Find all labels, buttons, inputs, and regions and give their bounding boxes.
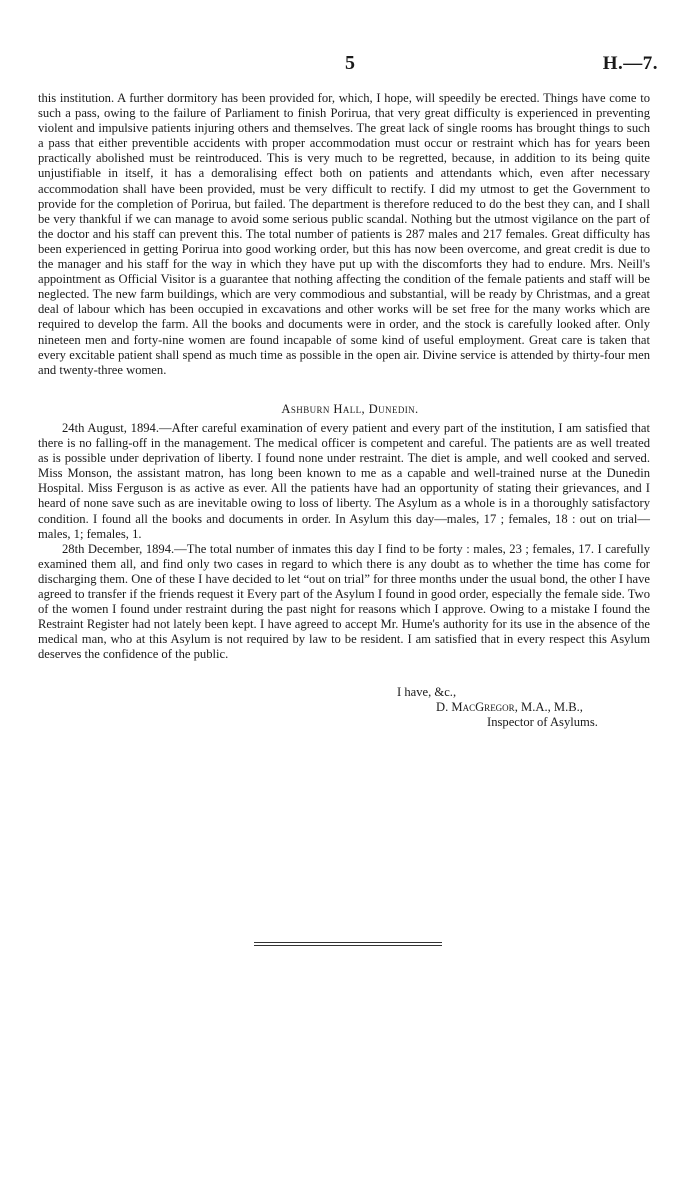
signatory-title: Inspector of Asylums.: [487, 715, 598, 729]
end-rule-divider: [254, 942, 442, 946]
ashburn-hall-section: [38, 421, 650, 663]
signatory-degrees: , M.A., M.B.,: [514, 700, 583, 714]
salutation: I have, &c.,: [397, 685, 457, 699]
series-code: H.—7.: [602, 53, 658, 74]
ashburn-hall-heading: Ashburn Hall, Dunedin.: [281, 402, 419, 416]
ashburn-paragraph-august: 24th August, 1894.—After careful examination of every patient and every part of the institution, I am satisfied that there is no falling-off in the management. The medical officer is competent and careful. The patients are as well treated as is possible under deprivation of liberty. I found none under restraint. The diet is ample, and well cooked and served. Miss Monson, the assistant matron, has long been known to me as a capable and well-trained nurse at the Dunedin Hospital. Miss Ferguson is as active as ever. All the patients have had an opportunity of stating their grievances, and I heard of none save such as are inevitable owing to loss of liberty. The Asylum as a whole is in a thoroughly satisfactory condition. I found all the books and documents in order. In Asylum this day—males, 17 ; females, 18 : out on trial—males, 1; females, 1.: [38, 421, 650, 541]
porirua-paragraph: this institution. A further dormitory has been provided for, which, I hope, will speedily be erected. Things have come to such a pass, owing to the failure of Parliament to finish Porirua, that very great difficulty is experienced in preventing violent and impulsive patients injuring others and themselves. The great lack of single rooms has brought things to such a pass that either preventible accidents with proper accommodation must occur or restraint which has for years been practically abolished must be reintroduced. This is very much to be regretted, because, in addition to its being quite unjustifiable in itself, it has a demoralising effect both on patients and attendants which, even after necessary accommodation shall have been provided, must be very difficult to rectify. I did my utmost to get the Government to provide for the completion of Porirua, but failed. The department is therefore reduced to do the best they can, and I shall be very thankful if we can manage to avoid some serious public scandal. Nothing but the utmost vigilance on the part of the doctor and his staff can prevent this. The total number of patients is 287 males and 217 females. Great difficulty has been experienced in getting Porirua into good working order, but this has now been overcome, and great credit is due to the manager and his staff for the way in which they have put up with the discomforts they had to endure. Mrs. Neill's appointment as Official Visitor is a guarantee that nothing affecting the condition of the female patients and staff will be neglected. The new farm buildings, which are very commodious and substantial, will be ready by Christmas, and a great deal of labour which has been occupied in excavations and other works will be set free for the many works which are required to develop the farm. All the books and documents were in order, and the stock is carefully looked after. Only nineteen men and forty-nine women are found incapable of some kind of useful employment. Great care is taken that every excitable patient shall spend as much time as possible in the open air. Divine service is attended by thirty-four men and twenty-three women.: [38, 91, 650, 377]
porirua-section: [38, 91, 650, 378]
ashburn-paragraph-december: 28th December, 1894.—The total number of inmates this day I find to be forty : males, 23 ; females, 17. I carefully examined them all, and find only two cases in regard to which there is any doubt as to whether the time has come for discharging them. One of these I have decided to let “out on trial” for three months under the usual bond, the other I have agreed to transfer if the friends request it Every part of the Asylum I found in good order, especially the female side. Two of the women I found under restraint during the past night for reasons which I approve. Owing to a mistake I found the Restraint Register had not lately been kept. I have agreed to accept Mr. Hume's authority for its use in the absence of the medical man, who at this Asylum is not required by law to be resident. I am satisfied that in every respect this Asylum deserves the confidence of the public.: [38, 541, 650, 662]
signatory-line: [436, 700, 583, 715]
signatory-name: D. MacGregor: [436, 700, 515, 714]
page-number: 5: [345, 52, 355, 74]
